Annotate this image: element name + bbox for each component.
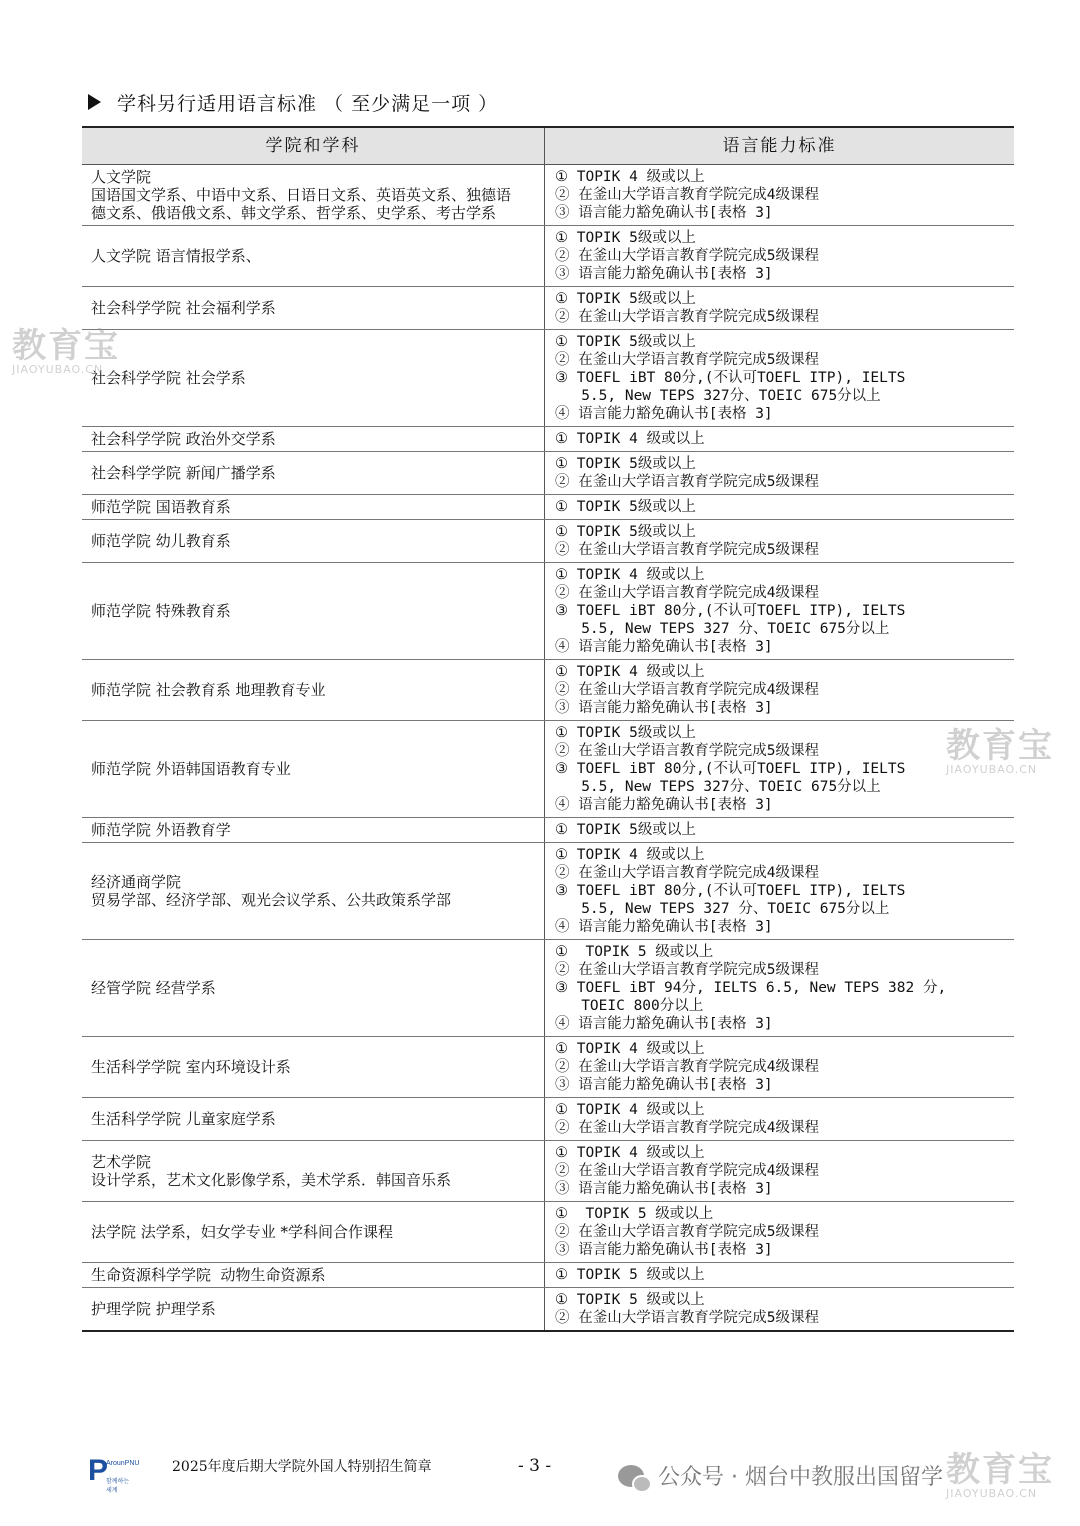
department-cell	[82, 427, 545, 452]
requirement-line: ① TOPIK 5 级或以上	[555, 1206, 714, 1222]
department-line: 生活科学学院 儿童家庭学系	[91, 1110, 276, 1128]
requirement-line: ① TOPIK 4 级或以上	[555, 664, 705, 680]
pnu-logo	[88, 1454, 140, 1494]
requirement-line: ① TOPIK 5级或以上	[555, 291, 696, 307]
table-row	[82, 1141, 1014, 1202]
requirement-line: ① TOPIK 5级或以上	[555, 725, 696, 741]
requirement-line: ③ TOEFL iBT 80分,(不认可TOEFL ITP), IELTS	[555, 370, 906, 386]
requirement-line: ② 在釜山大学语言教育学院完成4级课程	[555, 682, 819, 698]
department-line: 社会科学学院 新闻广播学系	[91, 464, 276, 482]
requirement-line: ① TOPIK 5级或以上	[555, 822, 696, 838]
table-row	[82, 660, 1014, 721]
requirement-line: ① TOPIK 4 级或以上	[555, 431, 705, 447]
requirement-line: ④ 语言能力豁免确认书[表格 3]	[555, 639, 773, 655]
table-row	[82, 1263, 1014, 1288]
table-row	[82, 843, 1014, 940]
requirement-cell	[545, 452, 1015, 495]
department-cell	[82, 452, 545, 495]
requirement-line: ② 在釜山大学语言教育学院完成4级课程	[555, 187, 819, 203]
section-heading	[88, 88, 498, 116]
requirement-line: ② 在釜山大学语言教育学院完成5级课程	[555, 309, 819, 325]
table-row	[82, 495, 1014, 520]
department-line: 艺术学院	[91, 1153, 152, 1171]
requirement-line: ③ TOEFL iBT 80分,(不认可TOEFL ITP), IELTS	[555, 603, 906, 619]
department-line: 法学院 法学系，妇女学专业 *学科间合作课程	[91, 1223, 394, 1241]
table-row	[82, 287, 1014, 330]
requirement-line: ② 在釜山大学语言教育学院完成4级课程	[555, 865, 819, 881]
requirement-line: ④ 语言能力豁免确认书[表格 3]	[555, 919, 773, 935]
requirement-line: ① TOPIK 4 级或以上	[555, 567, 705, 583]
requirement-line: ① TOPIK 4 级或以上	[555, 1102, 705, 1118]
triangle-bullet-icon	[88, 94, 101, 110]
department-line: 生命资源科学学院 动物生命资源系	[91, 1266, 326, 1284]
table-row	[82, 226, 1014, 287]
department-line: 社会科学学院 政治外交学系	[91, 430, 276, 448]
table-row	[82, 1037, 1014, 1098]
department-line: 师范学院 外语韩国语教育专业	[91, 760, 291, 778]
watermark-text: 教育宝	[946, 1450, 1054, 1490]
requirement-cell	[545, 563, 1015, 660]
requirement-line: ② 在釜山大学语言教育学院完成5级课程	[555, 1310, 819, 1326]
requirement-line: ② 在釜山大学语言教育学院完成5级课程	[555, 743, 819, 759]
requirement-line: ② 在釜山大学语言教育学院完成4级课程	[555, 1163, 819, 1179]
requirement-line: ④ 语言能力豁免确认书[表格 3]	[555, 406, 773, 422]
department-line: 贸易学部、经济学部、观光会议学系、公共政策系学部	[91, 891, 452, 909]
page-number: - 3 -	[518, 1456, 552, 1476]
requirement-line: ① TOPIK 5级或以上	[555, 524, 696, 540]
watermark-left	[12, 328, 120, 376]
department-line: 社会科学学院 社会福利学系	[91, 299, 276, 317]
footer-title: 2025年度后期大学院外国人特别招生简章	[172, 1459, 432, 1475]
department-cell	[82, 1141, 545, 1202]
requirement-line: 5.5, New TEPS 327 分、TOEIC 675分以上	[555, 901, 890, 917]
department-cell	[82, 520, 545, 563]
requirement-line: ① TOPIK 5级或以上	[555, 456, 696, 472]
table-header-row	[82, 127, 1014, 165]
requirement-line: ① TOPIK 5级或以上	[555, 499, 696, 515]
requirement-line: ③ 语言能力豁免确认书[表格 3]	[555, 700, 773, 716]
header-language-standard: 语言能力标准	[545, 127, 1015, 165]
requirement-line: ② 在釜山大学语言教育学院完成5级课程	[555, 1224, 819, 1240]
department-cell	[82, 1037, 545, 1098]
requirement-line: ③ 语言能力豁免确认书[表格 3]	[555, 1242, 773, 1258]
section-heading-text: 学科另行适用语言标准 （ 至少满足一项 ）	[117, 92, 499, 115]
department-cell	[82, 1288, 545, 1332]
requirement-line: ④ 语言能力豁免确认书[表格 3]	[555, 797, 773, 813]
department-cell	[82, 563, 545, 660]
table-row	[82, 427, 1014, 452]
requirement-cell	[545, 940, 1015, 1037]
requirement-cell	[545, 818, 1015, 843]
table-row	[82, 1098, 1014, 1141]
requirement-cell	[545, 330, 1015, 427]
department-cell	[82, 495, 545, 520]
requirement-cell	[545, 660, 1015, 721]
requirement-line: ③ 语言能力豁免确认书[表格 3]	[555, 1077, 773, 1093]
requirement-cell	[545, 721, 1015, 818]
department-line: 经管学院 经营学系	[91, 979, 216, 997]
department-cell	[82, 226, 545, 287]
requirement-line: 5.5, New TEPS 327分、TOEIC 675分以上	[555, 779, 881, 795]
table-row	[82, 940, 1014, 1037]
department-line: 护理学院 护理学系	[91, 1300, 216, 1318]
logo-text-top: ArounPNU	[106, 1460, 140, 1467]
department-line: 人文学院	[91, 168, 152, 186]
department-cell	[82, 660, 545, 721]
requirement-cell	[545, 1141, 1015, 1202]
department-cell	[82, 843, 545, 940]
requirement-cell	[545, 843, 1015, 940]
table-row	[82, 1288, 1014, 1332]
requirement-line: ③ TOEFL iBT 80分,(不认可TOEFL ITP), IELTS	[555, 761, 906, 777]
requirement-cell	[545, 1037, 1015, 1098]
watermark-url: JIAOYUBAO.CN	[946, 1487, 1038, 1500]
requirement-line: ② 在釜山大学语言教育学院完成5级课程	[555, 352, 819, 368]
requirement-line: ③ TOEFL iBT 94分, IELTS 6.5, New TEPS 382 分,	[555, 980, 947, 996]
requirement-line: ① TOPIK 5 级或以上	[555, 1292, 705, 1308]
table-row	[82, 330, 1014, 427]
requirement-line: ② 在釜山大学语言教育学院完成4级课程	[555, 1120, 819, 1136]
watermark-right	[946, 728, 1054, 776]
department-cell	[82, 1098, 545, 1141]
table-row	[82, 520, 1014, 563]
department-line: 师范学院 幼儿教育系	[91, 532, 231, 550]
requirement-line: ① TOPIK 5级或以上	[555, 334, 696, 350]
requirement-cell	[545, 165, 1015, 226]
table-body	[82, 165, 1014, 1332]
requirement-line: ① TOPIK 5级或以上	[555, 230, 696, 246]
department-cell	[82, 1202, 545, 1263]
table-row	[82, 1202, 1014, 1263]
department-cell	[82, 721, 545, 818]
department-line: 社会科学学院 社会学系	[91, 369, 246, 387]
table-row	[82, 165, 1014, 226]
requirement-line: ① TOPIK 5 级或以上	[555, 944, 714, 960]
requirement-line: ③ 语言能力豁免确认书[表格 3]	[555, 266, 773, 282]
watermark-text: 教育宝	[946, 726, 1054, 766]
wechat-text: 公众号 · 烟台中教服出国留学	[658, 1465, 943, 1490]
requirement-cell	[545, 495, 1015, 520]
requirement-line: ② 在釜山大学语言教育学院完成5级课程	[555, 474, 819, 490]
requirement-line: ③ 语言能力豁免确认书[表格 3]	[555, 1181, 773, 1197]
watermark-text: 教育宝	[12, 326, 120, 366]
requirement-line: ④ 语言能力豁免确认书[表格 3]	[555, 1016, 773, 1032]
department-cell	[82, 287, 545, 330]
department-cell	[82, 940, 545, 1037]
header-department: 学院和学科	[82, 127, 545, 165]
department-line: 国语国文学系、中语中文系、日语日文系、英语英文系、独德语	[91, 186, 512, 204]
department-line: 师范学院 国语教育系	[91, 498, 231, 516]
department-cell	[82, 165, 545, 226]
wechat-caption	[618, 1460, 943, 1491]
requirement-cell	[545, 1202, 1015, 1263]
requirement-line: ③ TOEFL iBT 80分,(不认可TOEFL ITP), IELTS	[555, 883, 906, 899]
department-line: 经济通商学院	[91, 873, 182, 891]
requirement-line: ② 在釜山大学语言教育学院完成5级课程	[555, 962, 819, 978]
requirement-cell	[545, 427, 1015, 452]
requirement-line: ① TOPIK 4 级或以上	[555, 169, 705, 185]
language-standard-table	[82, 126, 1014, 1332]
department-line: 设计学系，艺术文化影像学系，美术学系．韩国音乐系	[91, 1171, 452, 1189]
requirement-cell	[545, 1288, 1015, 1332]
watermark-bottom	[946, 1452, 1054, 1500]
logo-text-bottom: 함께하는 세계	[106, 1479, 130, 1494]
department-line: 师范学院 社会教育系 地理教育专业	[91, 681, 326, 699]
department-line: 师范学院 特殊教育系	[91, 602, 231, 620]
requirement-cell	[545, 520, 1015, 563]
logo-mark: P	[88, 1454, 109, 1487]
department-line: 师范学院 外语教育学	[91, 821, 231, 839]
department-line: 人文学院 语言情报学系、	[91, 247, 261, 265]
table-row	[82, 563, 1014, 660]
requirement-line: ① TOPIK 4 级或以上	[555, 1145, 705, 1161]
requirement-line: TOEIC 800分以上	[555, 998, 704, 1014]
requirement-line: ① TOPIK 4 级或以上	[555, 847, 705, 863]
page-footer	[0, 1448, 1080, 1498]
requirement-line: ② 在釜山大学语言教育学院完成4级课程	[555, 1059, 819, 1075]
watermark-url: JIAOYUBAO.CN	[946, 763, 1038, 776]
department-cell	[82, 330, 545, 427]
requirement-line: ③ 语言能力豁免确认书[表格 3]	[555, 205, 773, 221]
department-cell	[82, 1263, 545, 1288]
table-row	[82, 818, 1014, 843]
requirement-line: 5.5, New TEPS 327分、TOEIC 675分以上	[555, 388, 881, 404]
table-row	[82, 452, 1014, 495]
requirement-line: ② 在釜山大学语言教育学院完成4级课程	[555, 585, 819, 601]
department-line: 生活科学学院 室内环境设计系	[91, 1058, 291, 1076]
requirement-line: ① TOPIK 5 级或以上	[555, 1267, 705, 1283]
requirement-cell	[545, 226, 1015, 287]
table-row	[82, 721, 1014, 818]
requirement-line: ② 在釜山大学语言教育学院完成5级课程	[555, 542, 819, 558]
requirement-line: ② 在釜山大学语言教育学院完成5级课程	[555, 248, 819, 264]
requirement-line: 5.5, New TEPS 327 分、TOEIC 675分以上	[555, 621, 890, 637]
department-cell	[82, 818, 545, 843]
department-line: 德文系、俄语俄文系、韩文学系、哲学系、史学系、考古学系	[91, 204, 497, 222]
requirement-cell	[545, 287, 1015, 330]
wechat-icon	[618, 1465, 644, 1487]
requirement-cell	[545, 1098, 1015, 1141]
requirement-line: ① TOPIK 4 级或以上	[555, 1041, 705, 1057]
requirement-cell	[545, 1263, 1015, 1288]
watermark-url: JIAOYUBAO.CN	[12, 363, 104, 376]
